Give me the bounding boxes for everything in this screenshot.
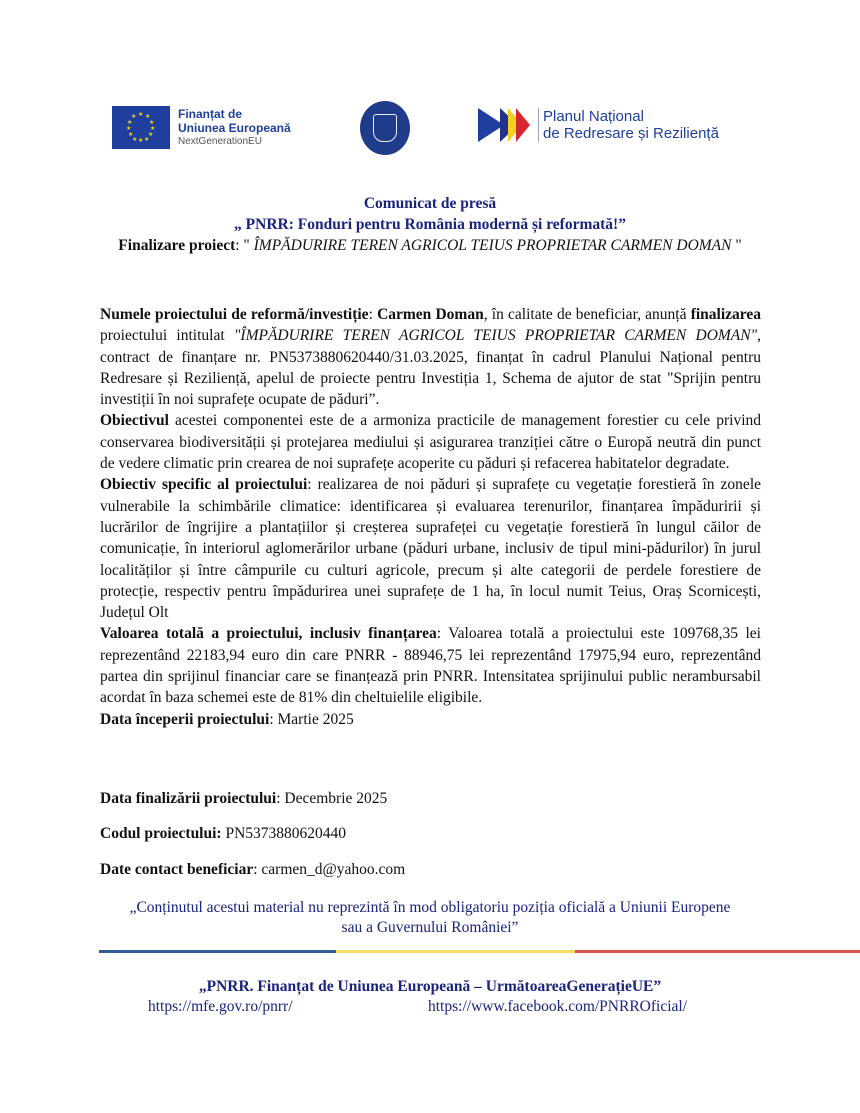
pnrr-logo-line1: Planul Național xyxy=(543,108,644,125)
project-title: "ÎMPĂDURIRE TEREN AGRICOL TEIUS PROPRIETAR CARMEN DOMAN" xyxy=(233,327,758,345)
logo-bar xyxy=(0,98,860,162)
eu-logo-line3: NextGenerationEU xyxy=(178,135,262,147)
footer-rule-red xyxy=(575,950,860,953)
press-release-header xyxy=(100,193,760,256)
page-title: Comunicat de presă xyxy=(363,195,497,212)
beneficiary-contact: Date contact beneficiar: carmen_d@yahoo.com xyxy=(100,861,406,878)
beneficiary-name: Carmen Doman xyxy=(377,306,484,323)
facebook-pnrr-link[interactable]: https://www.facebook.com/PNRROficial/ xyxy=(428,998,688,1015)
government-seal-icon xyxy=(360,101,410,155)
total-value-paragraph: Valoarea totală a proiectului, inclusiv finanțarea: Valoarea totală a proiectului este 109768,35 lei reprezentând 22183,94 euro din care PNRR - 88946,75 lei reprezentând 17975,94 euro, reprezentând partea din sprijinul financiar care se finanțează prin PNRR. Intensitatea sprijinului public nerambursabil acordat în baza schemei este de 81% din cheltuielile eligibile. xyxy=(100,625,761,707)
disclaimer: „Conținutul acestui material nu reprezintă în mod obligatoriu poziția oficială a Uniunii Europene sau a Guvernului României” xyxy=(129,899,731,936)
eu-logo-line2: Uniunea Europeană xyxy=(178,120,291,135)
finalize-project-name: ÎMPĂDURIRE TEREN AGRICOL TEIUS PROPRIETAR CARMEN DOMAN xyxy=(253,237,732,254)
eu-flag-icon: ★ ★ ★ ★ ★ ★ ★ ★ ★ ★ ★ ★ xyxy=(112,106,170,149)
slogan: „ PNRR: Fonduri pentru România modernă și reformată!” xyxy=(234,216,626,233)
press-release-body xyxy=(100,304,761,730)
coat-of-arms-icon xyxy=(373,114,397,142)
mfe-pnrr-link[interactable]: https://mfe.gov.ro/pnrr/ xyxy=(148,998,293,1015)
footer-slogan: „PNRR. Finanțat de Uniunea Europeană – UrmătoareaGenerațieUE” xyxy=(198,978,662,995)
footer-rule-blue xyxy=(99,950,336,953)
start-date: Data începerii proiectului: Martie 2025 xyxy=(100,710,354,728)
eu-funding-logo xyxy=(112,106,291,149)
finalize-label: Finalizare proiect xyxy=(118,237,236,254)
project-code: Codul proiectului: PN5373880620440 xyxy=(100,825,347,842)
logo-divider xyxy=(538,108,539,142)
specific-objective-paragraph: Obiectiv specific al proiectului: realizarea de noi păduri și suprafețe cu vegetație forestieră în zonele vulnerabile la schimbările climatice: identificarea și evaluarea terenurilor, finanțarea împăduririi și lucrărilor de îngrijire a plantațiilor și creșterea suprafeței cu vegetație forestieră în lungul căilor de comunicație, în interiorul aglomerărilor urbane (păduri urbane, inclusiv de tipul mini-pădurilor) în jurul localităților și între câmpurile cu culturi agricole, precum și alte categorii de perdele forestiere de protecție, respectiv pentru împădurirea unei suprafețe de 1 ha, în locul numit Teius, Oraș Scornicești, Județul Olt xyxy=(100,476,762,622)
pnrr-logo xyxy=(478,108,719,142)
finalize-line: Finalizare proiect: " ÎMPĂDURIRE TEREN AGRICOL TEIUS PROPRIETAR CARMEN DOMAN " xyxy=(118,237,742,254)
end-date: Data finalizării proiectului: Decembrie 2025 xyxy=(100,790,388,807)
pnrr-arrows-icon xyxy=(478,108,536,142)
footer-rule-yellow xyxy=(336,950,575,953)
eu-logo-line1: Finanțat de xyxy=(178,106,243,121)
pnrr-logo-line2: de Redresare și Reziliență xyxy=(543,125,719,142)
project-name-paragraph: Numele proiectului de reformă/investiție: Carmen Doman, în calitate de beneficiar, anunță finalizarea proiectului intitulat "ÎMPĂDURIRE TEREN AGRICOL TEIUS PROPRIETAR CARMEN DOMAN", contract de finanțare nr. PN5373880620440/31.03.2025, finanțat în cadrul Planului Național pentru Redresare și Reziliență, apelul de proiecte pentru Investiția 1, Schema de ajutor de stat "Sprijin pentru investiții în noi suprafețe ocupate de păduri”. xyxy=(100,306,761,409)
objective-paragraph: Obiectivul acestei componentei este de a armoniza practicile de management forestier cu cele privind conservarea biodiversității și protejarea mediului și asigurarea tranziției către o Europă neutră din punct de vedere climatic prin crearea de noi suprafețe acoperite cu păduri și refacerea habitatelor degradate. xyxy=(100,412,761,473)
